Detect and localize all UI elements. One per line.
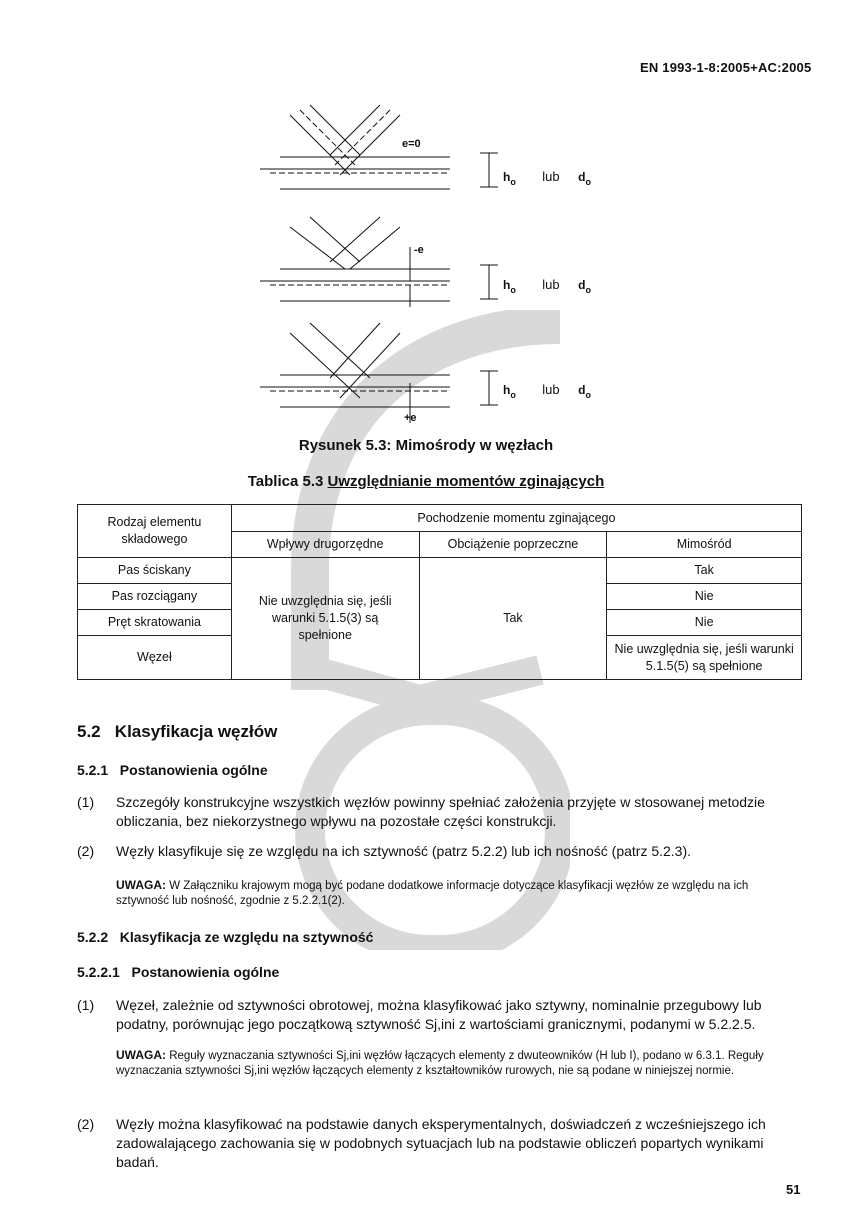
dim-label-2: $h_o$ lub $d_o$ xyxy=(503,277,591,296)
header-moment-origin: Pochodzenie momentu zginającego xyxy=(231,505,801,532)
section-5-2-heading: 5.2 Klasyfikacja węzłów xyxy=(77,722,278,741)
paragraph-5-2-2-1-2: (2) Węzły można klasyfikować na podstawie danych eksperymentalnych, doświadczeń z wcześniejszego ich zadowalającego zachowania się w podobnych sytuacjach lub na podstawie obliczeń popartych wynikami badań. xyxy=(77,1116,766,1170)
paragraph-5-2-2-1-1: (1) Węzeł, zależnie od sztywności obrotowej, można klasyfikować jako sztywny, nominalnie przegubowy lub podatny, porównując jego początkową sztywność Sj,ini z wartościami granicznymi, podanymi w 5.2.2.5. xyxy=(77,997,762,1032)
row-label: Pas ściskany xyxy=(78,558,232,584)
standard-reference: EN 1993-1-8:2005+AC:2005 xyxy=(640,60,812,75)
table-caption: Tablica 5.3 Uwzględnianie momentów zginających xyxy=(247,473,605,490)
dim-label-3: $h_o$ lub $d_o$ xyxy=(503,382,591,401)
paragraph-5-2-1-2: (2) Węzły klasyfikuje się ze względu na ich sztywność (patrz 5.2.2) lub ich nośność (patrz 5.2.3). xyxy=(77,843,692,859)
header-eccentricity: Mimośród xyxy=(607,532,802,558)
figure-caption: Rysunek 5.3: Mimośrody w węzłach xyxy=(298,437,554,454)
row-label: Pręt skratowania xyxy=(78,610,232,636)
note-2: UWAGA: Reguły wyznaczania sztywności Sj,ini węzłów łączących elementy z dwuteowników (H lub I), podano w 6.3.1. Reguły wyznaczania sztywności Sj,ini węzłów łączących elementy z kształtowników rurowych, nie są podane w niniejszej normie. xyxy=(116,1048,764,1077)
transverse-load-value: Tak xyxy=(419,558,607,680)
row-label: Węzeł xyxy=(78,636,232,680)
section-5-2-2-1-heading: 5.2.2.1 Postanowienia ogólne xyxy=(77,964,280,980)
dim-marker-2 xyxy=(480,265,498,299)
paragraph-5-2-1-1: (1) Szczegóły konstrukcyjne wszystkich węzłów powinny spełniać założenia przyjęte w stosowanej metodzie obliczania, bez niekorzystnego wpływu na pozostałe części konstrukcji. xyxy=(77,794,765,829)
label-e-zero: e=0 xyxy=(402,138,421,150)
eccentricity-value: Tak xyxy=(607,558,802,584)
section-5-2-1-heading: 5.2.1 Postanowienia ogólne xyxy=(77,762,268,778)
joint-neg-e xyxy=(260,217,450,307)
header-transverse-load: Obciążenie poprzeczne xyxy=(419,532,607,558)
eccentricity-value: Nie xyxy=(607,584,802,610)
header-secondary-effects: Wpływy drugorzędne xyxy=(231,532,419,558)
moments-table xyxy=(77,504,802,680)
note-1: UWAGA: W Załączniku krajowym mogą być podane dodatkowe informacje dotyczące klasyfikacji węzłów ze względu na ich sztywność lub nośność, zgodnie z 5.2.2.1(2). xyxy=(116,878,749,907)
section-5-2-2-heading: 5.2.2 Klasyfikacja ze względu na sztywność xyxy=(77,929,374,945)
dim-label-1: $h_o$ lub $d_o$ xyxy=(503,169,591,188)
joint-pos-e xyxy=(260,323,450,423)
dim-marker-3 xyxy=(480,371,498,405)
eccentricity-figure xyxy=(250,95,630,430)
page-number: 51 xyxy=(786,1182,801,1197)
row-label: Pas rozciągany xyxy=(78,584,232,610)
header-element-type: Rodzaj elementu składowego xyxy=(78,505,232,558)
label-pos-e: +e xyxy=(404,412,417,424)
secondary-effects-value: Nie uwzględnia się, jeśli warunki 5.1.5(3) są spełnione xyxy=(231,558,419,680)
label-neg-e: -e xyxy=(414,244,424,256)
eccentricity-value: Nie xyxy=(607,610,802,636)
eccentricity-value: Nie uwzględnia się, jeśli warunki 5.1.5(5) są spełnione xyxy=(607,636,802,680)
joint-e0 xyxy=(260,105,450,189)
dim-marker-1 xyxy=(480,153,498,187)
